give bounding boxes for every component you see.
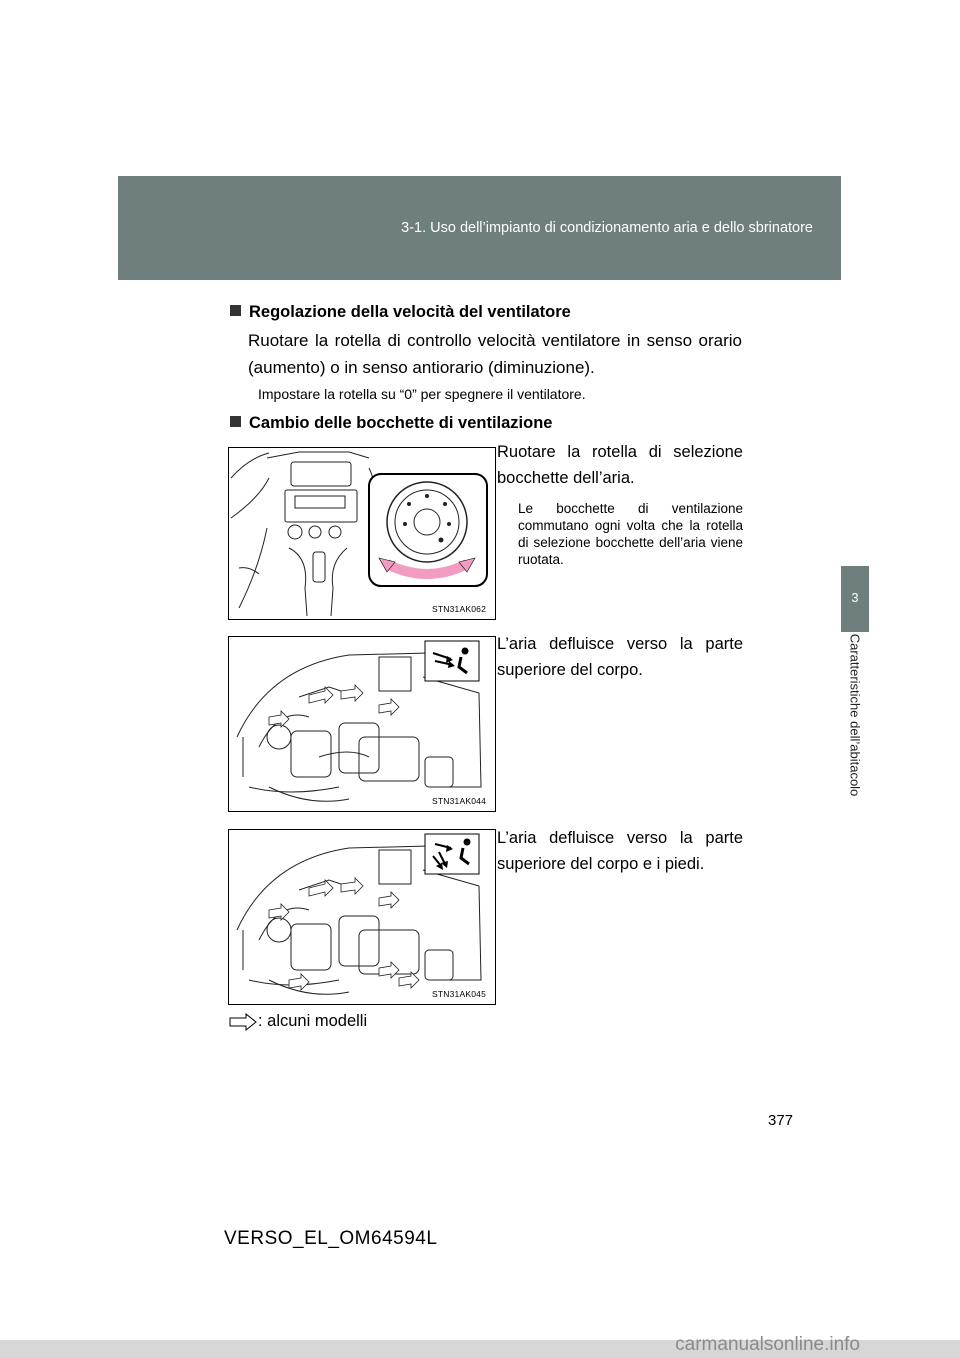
figure-face-vent [228, 636, 496, 812]
fan-speed-note: Impostare la rotella su “0” per spegnere il ventilatore. [258, 386, 586, 402]
dashboard-illustration [229, 448, 495, 619]
bullet-square-icon [230, 305, 241, 316]
bi-level-vent-text: L’aria defluisce verso la parte superiore del corpo e i piedi. [497, 829, 743, 873]
section-title: 3-1. Uso dell’impianto di condizionamento aria e dello sbrinatore [401, 220, 813, 236]
chapter-number: 3 [851, 590, 859, 605]
legend-text: : alcuni modelli [258, 1012, 368, 1030]
figure-code: STN31AK044 [432, 796, 486, 806]
fan-speed-body: Ruotare la rotella di controllo velocità ventilatore in senso orario (aumento) o in senso antiorario (diminuzione). [248, 331, 742, 377]
arrow-legend-icon [228, 1013, 258, 1031]
vent-dial-note: Le bocchette di ventilazione commutano ogni volta che la rotella di selezione bocchette dell’aria viene ruotata. [518, 501, 743, 567]
bullet-square-icon [230, 416, 241, 427]
section-header-band [118, 176, 841, 280]
legend [228, 1012, 367, 1031]
chapter-title: Caratteristiche dell’abitacolo [847, 633, 863, 797]
heading-vent-change: Cambio delle bocchette di ventilazione [230, 414, 552, 433]
face-vent-text: L’aria defluisce verso la parte superiore del corpo. [497, 635, 743, 679]
figure-code: STN31AK062 [432, 604, 486, 614]
cabin-airflow-face-illustration [229, 637, 495, 811]
figure-dashboard-dial [228, 447, 496, 620]
heading-fan-speed: Regolazione della velocità del ventilatore [230, 303, 571, 322]
document-code: VERSO_EL_OM64594L [224, 1228, 438, 1249]
figure-bi-level-vent [228, 829, 496, 1005]
page-number: 377 [768, 1112, 794, 1129]
vent-dial-instruction: Ruotare la rotella di selezione bocchette dell’aria. [497, 443, 743, 487]
cabin-airflow-bilevel-illustration [229, 830, 495, 1004]
figure-code: STN31AK045 [432, 989, 486, 999]
footer-watermark[interactable]: carmanualsonline.info [675, 1334, 860, 1355]
